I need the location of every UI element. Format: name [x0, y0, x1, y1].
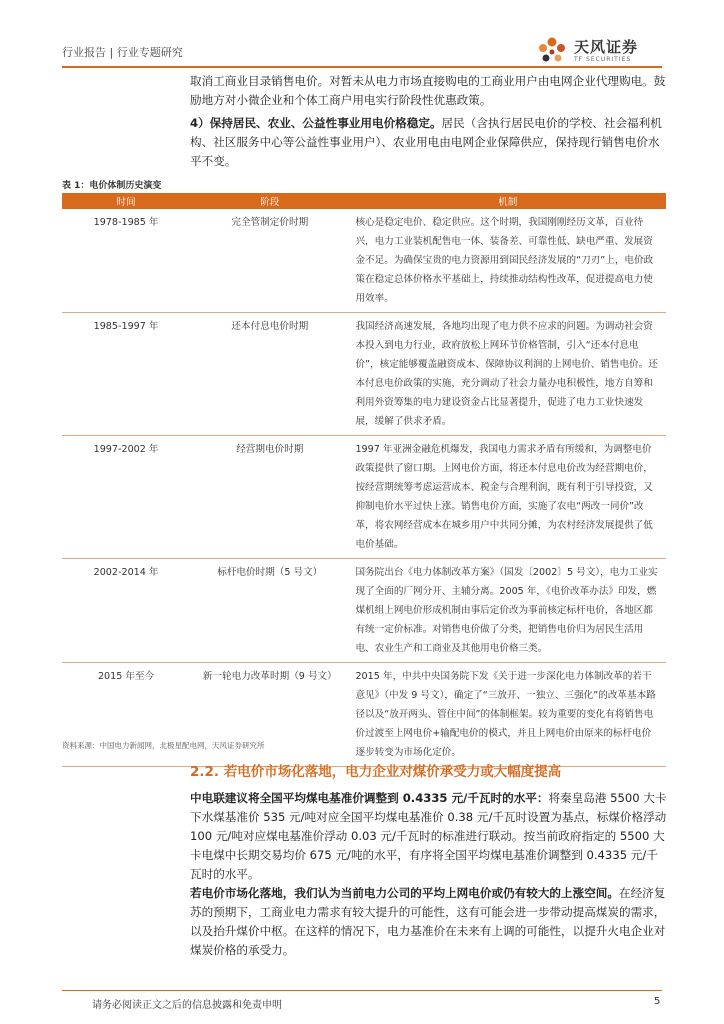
section-title: 2.2. 若电价市场化落地，电力企业对煤价承受力或大幅度提高 — [190, 764, 562, 780]
header-divider — [62, 66, 662, 68]
paragraph-2-lead: 4）保持居民、农业、公益性事业用电价格稳定。 — [190, 116, 442, 130]
paragraph-3 — [190, 789, 668, 884]
logo-flower-icon — [532, 34, 572, 70]
cell-time: 2015 年至今 — [62, 663, 190, 767]
table-row — [62, 559, 666, 663]
paragraph-3-lead: 中电联建议将全国平均煤电基准价调整到 0.4335 元/千瓦时的水平： — [190, 791, 549, 805]
page-number: 5 — [654, 996, 661, 1007]
table-source-note: 资料来源：中国电力新闻网，北极星配电网，天风证券研究所 — [62, 741, 265, 750]
cell-stage: 新一轮电力改革时期（9 号文） — [190, 663, 349, 767]
cell-mechanism: 1997 年亚洲金融危机爆发，我国电力需求矛盾有所缓和，为调整电价政策提供了窗口期。上网电价方面，将还本付息电价改为经营期电价，按经营期统筹考虑运营成本、税金与合理利润，既有利于引导投资，又抑制电价水平过快上涨。销售电价方面，实施了农电“两改一同价”改革，将农网经营成本在城乡用户中共同分摊，为农村经济发展提供了低电价基础。 — [349, 436, 666, 559]
logo-text-en: TF SECURITIES — [574, 56, 632, 63]
paragraph-2-rest: 居民（含执行居民电价的学校、社会福利机构、社区服务中心等公益性事业用户）、农业用电由电网企业保障供应，保持现行销售电价水平不变。 — [190, 116, 662, 168]
cell-time: 1978-1985 年 — [62, 209, 190, 313]
footer-disclaimer: 请务必阅读正文之后的信息披露和免责申明 — [92, 1000, 282, 1011]
table-row — [62, 209, 666, 313]
header-stage: 阶段 — [190, 193, 349, 209]
logo-text-cn: 天风证券 — [574, 38, 639, 56]
cell-time: 1997-2002 年 — [62, 436, 190, 559]
cell-mechanism: 国务院出台《电力体制改革方案》（国发〔2002〕5 号文），电力工业实现了全面的厂网分开、主辅分离。2005 年，《电价改革办法》印发，燃煤机组上网电价形成机制由事后定价改为事前核定标杆电价，各地区都有统一定价标准。对销售电价做了分类，把销售电价归为居民生活用电、农业生产和工商业及其他用电价格三类。 — [349, 559, 666, 663]
header-time: 时间 — [62, 193, 190, 209]
table-row — [62, 313, 666, 436]
tf-securities-logo — [532, 34, 662, 70]
cell-mechanism: 核心是稳定电价、稳定供应。这个时期，我国刚刚经历文革，百业待兴，电力工业装机配售电一体、装备差、可靠性低、缺电严重、发展资金不足。为确保宝贵的电力资源用到国民经济发展的“刀刃”上，电价政策在稳定总体价格水平基础上，持续推动结构性改革，促进提高电力使用效率。 — [349, 209, 666, 313]
cell-mechanism: 2015 年，中共中央国务院下发《关于进一步深化电力体制改革的若干意见》（中发 9 号文），确定了“三放开、一独立、三强化”的改革基本路径以及“放开两头、管住中间”的体制框架。较为重要的变化有将销售电价过渡至上网电价+输配电价的模式，并且上网电价由原来的标杆电价逐步转变为市场化定价。 — [349, 663, 666, 767]
table-row — [62, 436, 666, 559]
table-caption: 表 1：电价体制历史演变 — [62, 181, 162, 191]
paragraph-1: 取消工商业目录销售电价。对暂未从电力市场直接购电的工商业用户由电网企业代理购电。鼓励地方对小微企业和个体工商户用电实行阶段性优惠政策。 — [190, 74, 666, 107]
header-mechanism: 机制 — [349, 193, 666, 209]
paragraph-4 — [190, 884, 668, 960]
footer-divider — [62, 990, 662, 991]
paragraph-4-lead: 若电价市场化落地，我们认为当前电力公司的平均上网电价或仍有较大的上涨空间。 — [190, 886, 619, 900]
paragraph-2 — [190, 114, 668, 171]
cell-stage: 经营期电价时期 — [190, 436, 349, 559]
cell-time: 1985-1997 年 — [62, 313, 190, 436]
paragraph-4-rest: 在经济复苏的预期下，工商业电力需求有较大提升的可能性，这有可能会进一步带动提高煤炭的需求，以及抬升煤价中枢。在这样的情况下，电力基准价在未来有上调的可能性，以提升火电企业对煤炭价格的承受力。 — [190, 886, 666, 957]
cell-stage: 还本付息电价时期 — [190, 313, 349, 436]
paragraph-3-rest: 将秦皇岛港 5500 大卡下水煤基准价 535 元/吨对应全国平均煤电基准价 0.38 元/千瓦时设置为基点，标煤价格浮动 100 元/吨对应煤电基准价浮动 0.03 元/千瓦时的标准进行联动。按当前政府指定的 5500 大卡电煤中长期交易均价 675 元/吨的水平，有序将全国平均煤电基准价调整到 0.4335 元/千瓦时的水平。 — [190, 791, 667, 881]
cell-mechanism: 我国经济高速发展，各地均出现了电力供不应求的问题。为调动社会资本投入到电力行业，政府放松上网环节价格管制，引入“还本付息电价”，核定能够覆盖融资成本、保障协议利润的上网电价、销售电价。还本付息电价政策的实施，充分调动了社会力量办电积极性，地方自筹和利用外资筹集的电力建设资金占比显著提升，促进了电力工业快速发展，缓解了供求矛盾。 — [349, 313, 666, 436]
table-header-row — [62, 193, 666, 209]
price-history-table — [62, 193, 666, 767]
page-header — [62, 34, 662, 66]
cell-time: 2002-2014 年 — [62, 559, 190, 663]
cell-stage: 完全管制定价时期 — [190, 209, 349, 313]
cell-stage: 标杆电价时期（5 号文） — [190, 559, 349, 663]
report-type-label: 行业报告 | 行业专题研究 — [62, 46, 183, 59]
